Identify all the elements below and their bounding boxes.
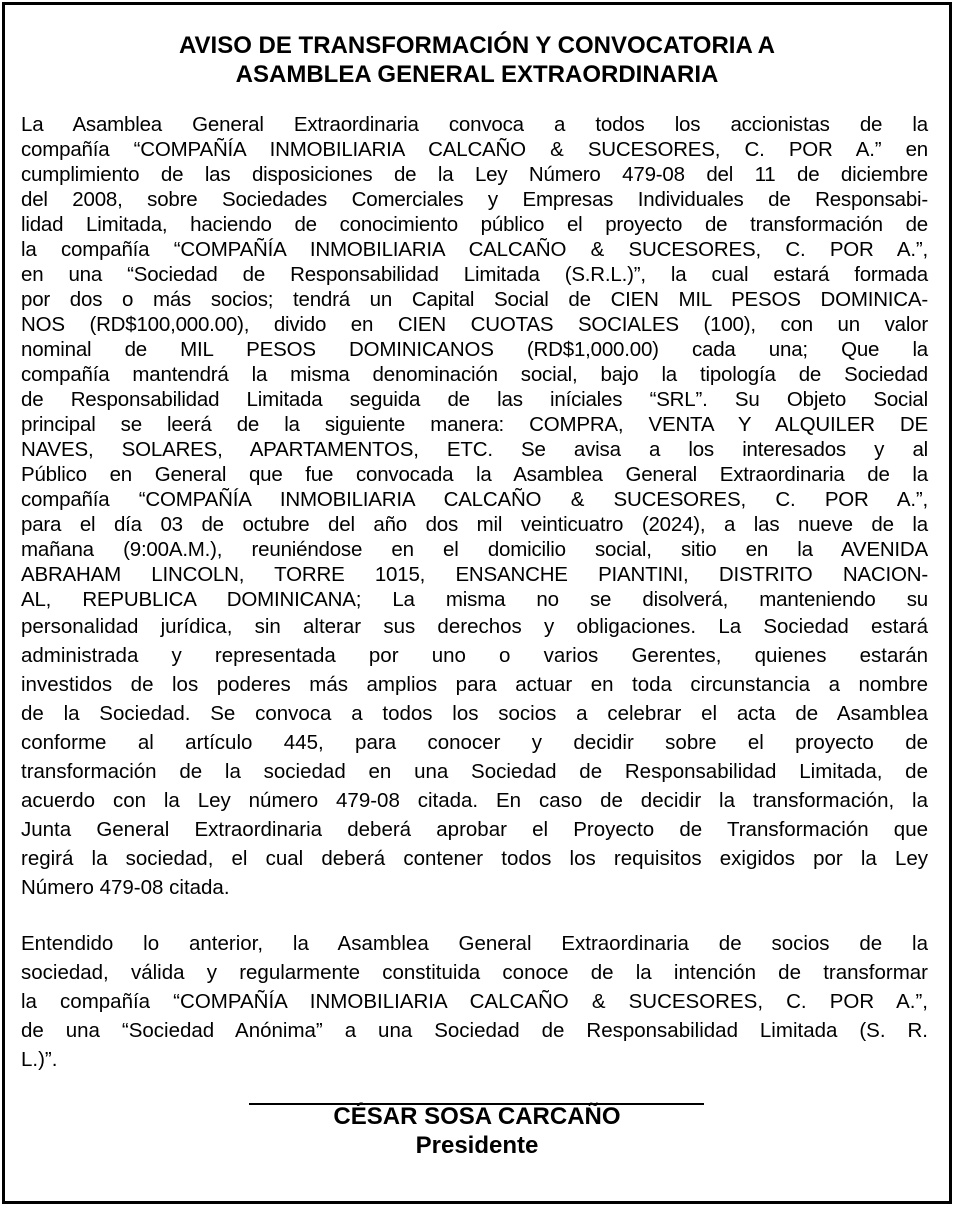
body-text-line: NOS (RD$100,000.00), divido en CIEN CUOTAS SOCIALES (100), con un valor [21,313,928,336]
body-text-line: para el día 03 de octubre del año dos mil veinticuatro (2024), a las nueve de la [21,513,928,536]
signature-block [5,1102,949,1160]
body-text-line: por dos o más socios; tendrá un Capital Social de CIEN MIL PESOS DOMINICA- [21,288,928,311]
body-text-line: Entendido lo anterior, la Asamblea General Extraordinaria de socios de la [21,932,928,955]
body-text-line: del 2008, sobre Sociedades Comerciales y Empresas Individuales de Responsabi- [21,188,928,211]
body-text-line: AL, REPUBLICA DOMINICANA; La misma no se disolverá, manteniendo su [21,588,928,611]
body-text-line: de Responsabilidad Limitada seguida de las iníciales “SRL”. Su Objeto Social [21,388,928,411]
body-text-line: la compañía “COMPAÑÍA INMOBILIARIA CALCAÑO & SUCESORES, C. POR A.”, [21,990,928,1013]
title-line-1: AVISO DE TRANSFORMACIÓN Y CONVOCATORIA A [178,32,776,59]
body-text-line: la compañía “COMPAÑÍA INMOBILIARIA CALCAÑO & SUCESORES, C. POR A.”, [21,238,928,261]
body-text-line: Junta General Extraordinaria deberá aprobar el Proyecto de Transformación que [21,818,928,841]
notice-title [5,31,949,89]
body-text-line: NAVES, SOLARES, APARTAMENTOS, ETC. Se avisa a los interesados y al [21,438,928,461]
signer-name: CÉSAR SOSA CARCAÑO [333,1103,621,1130]
signer-title: Presidente [415,1132,539,1159]
body-text-line: regirá la sociedad, el cual deberá contener todos los requisitos exigidos por la Ley [21,847,928,870]
body-text-line: L.)”. [21,1048,58,1071]
body-text-line: compañía “COMPAÑÍA INMOBILIARIA CALCAÑO & SUCESORES, C. POR A.”, [21,488,928,511]
legal-notice [2,2,952,1204]
body-text-line: administrada y representada por uno o varios Gerentes, quienes estarán [21,644,928,667]
body-text-line: compañía mantendrá la misma denominación social, bajo la tipología de Sociedad [21,363,928,386]
body-text-line: Número 479-08 citada. [21,876,230,899]
paragraph-1-continued [21,612,928,902]
body-text-line: principal se leerá de la siguiente manera: COMPRA, VENTA Y ALQUILER DE [21,413,928,436]
title-line-2: ASAMBLEA GENERAL EXTRAORDINARIA [235,61,719,88]
body-text-line: de una “Sociedad Anónima” a una Sociedad de Responsabilidad Limitada (S. R. [21,1019,928,1042]
body-text-line: Público en General que fue convocada la Asamblea General Extraordinaria de la [21,463,928,486]
body-text-line: acuerdo con la Ley número 479-08 citada. En caso de decidir la transformación, la [21,789,928,812]
body-text-line: en una “Sociedad de Responsabilidad Limitada (S.R.L.)”, la cual estará formada [21,263,928,286]
notice-body [21,112,928,1074]
body-text-line: de la Sociedad. Se convoca a todos los socios a celebrar el acta de Asamblea [21,702,928,725]
paragraph-2 [21,929,928,1074]
body-text-line: compañía “COMPAÑÍA INMOBILIARIA CALCAÑO & SUCESORES, C. POR A.” en [21,138,928,161]
body-text-line: transformación de la sociedad en una Sociedad de Responsabilidad Limitada, de [21,760,928,783]
body-text-line: cumplimiento de las disposiciones de la Ley Número 479-08 del 11 de diciembre [21,163,928,186]
body-text-line: lidad Limitada, haciendo de conocimiento público el proyecto de transformación de [21,213,928,236]
body-text-line: investidos de los poderes más amplios para actuar en toda circunstancia a nombre [21,673,928,696]
body-text-line: La Asamblea General Extraordinaria convoca a todos los accionistas de la [21,113,928,136]
body-text-line: ABRAHAM LINCOLN, TORRE 1015, ENSANCHE PIANTINI, DISTRITO NACION- [21,563,928,586]
body-text-line: personalidad jurídica, sin alterar sus derechos y obligaciones. La Sociedad estará [21,615,928,638]
body-text-line: conforme al artículo 445, para conocer y decidir sobre el proyecto de [21,731,928,754]
body-text-line: nominal de MIL PESOS DOMINICANOS (RD$1,000.00) cada una; Que la [21,338,928,361]
paragraph-gap [21,902,928,929]
paragraph-1 [21,112,928,612]
body-text-line: mañana (9:00A.M.), reuniéndose en el domicilio social, sitio en la AVENIDA [21,538,928,561]
body-text-line: sociedad, válida y regularmente constituida conoce de la intención de transformar [21,961,928,984]
